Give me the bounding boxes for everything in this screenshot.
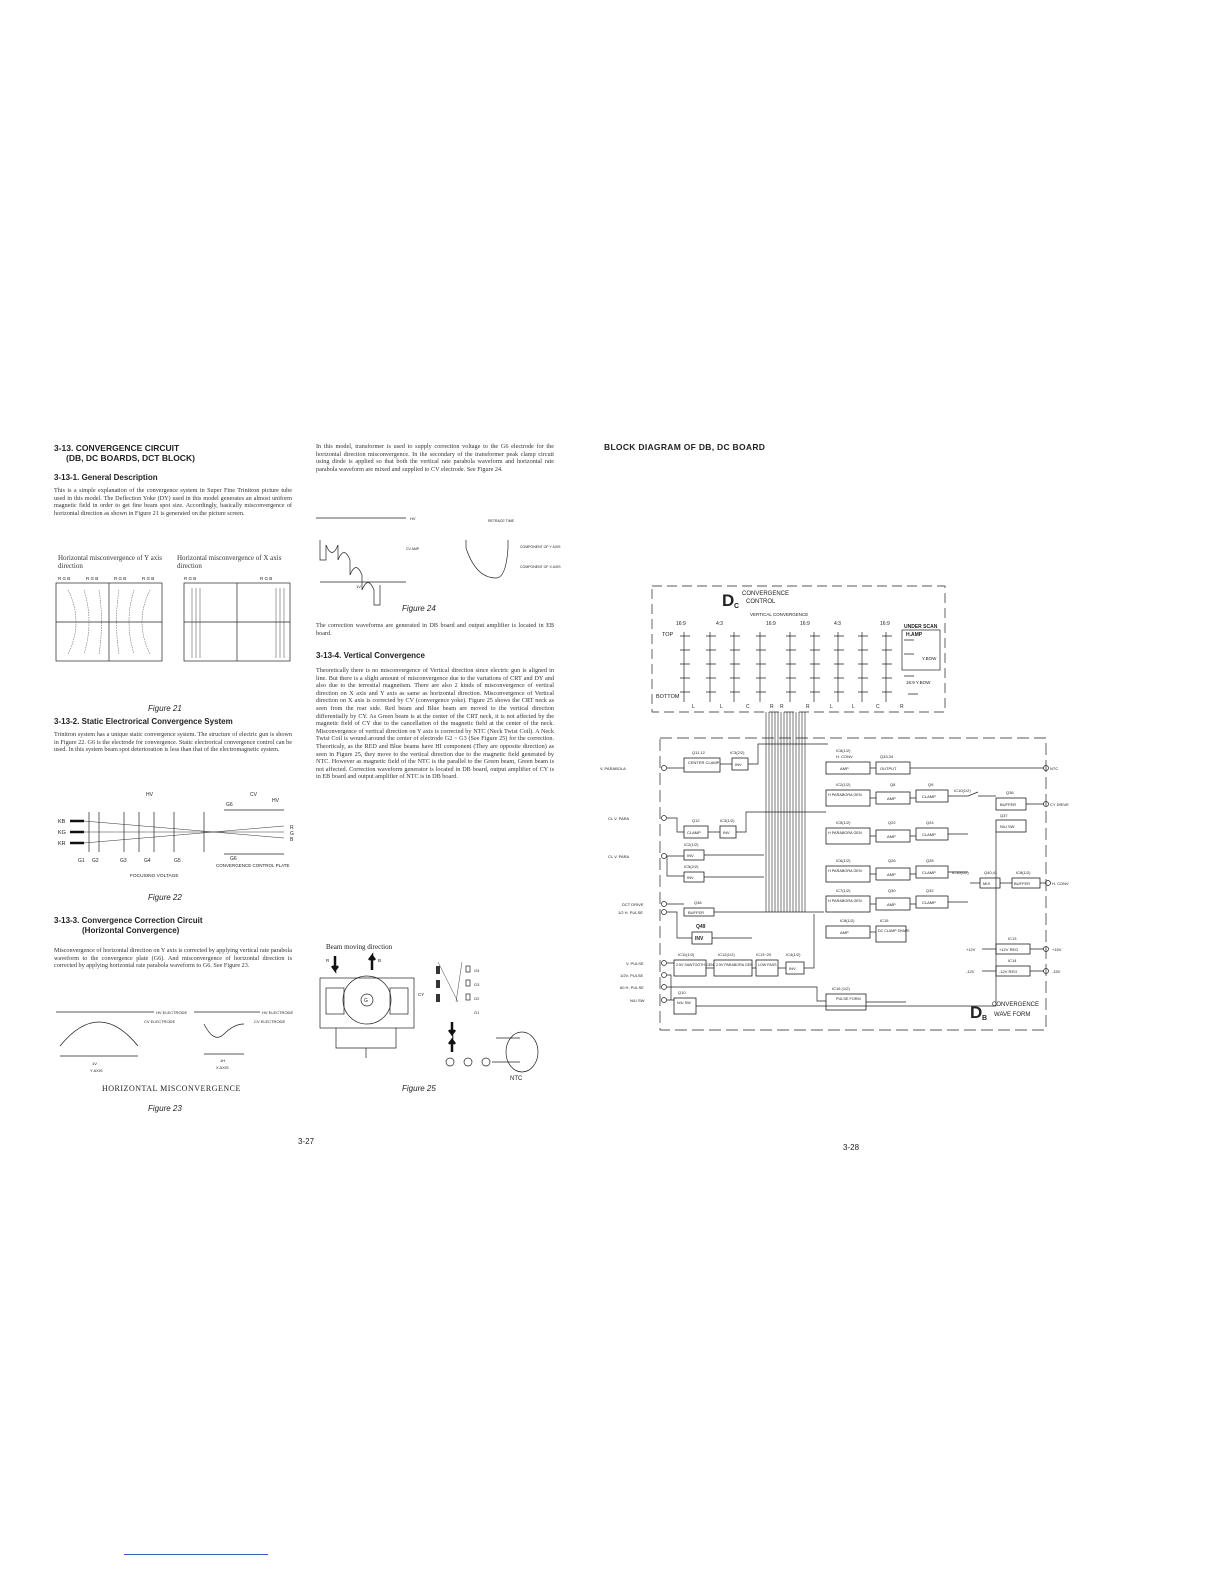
fig23-1v: 1V (92, 1061, 97, 1066)
dc-hamp: H.AMP (906, 632, 923, 638)
blk-ic14-label: IC14 (1008, 958, 1017, 963)
figure-22-electron-gun (54, 790, 304, 882)
figure-24-waveforms (316, 510, 561, 590)
fig22-kg: KG (58, 830, 66, 836)
fig22-g3: G3 (120, 858, 127, 864)
blk-q8-label: Q8 (890, 782, 896, 787)
fig22-g5: G5 (174, 858, 181, 864)
fig22-hv2: HV (272, 798, 279, 804)
blk-ic32-label: IC3(2/2) (730, 750, 745, 755)
section-3-13-3-body: Misconvergence of horizontal direction on Y axis is corrected by applying vertical rate parabola waveform to the convergence plate (G6). And misconvergence of horizontal direction is corrected by applying horizontal rate parabola waveform to G6. See Figure 23. (54, 947, 292, 970)
blk-clamp-2-text: CLAMP (687, 830, 701, 835)
blk-nusw-2-text: N/U SW (677, 1001, 691, 1005)
dc-ratio-5: 4:3 (834, 621, 841, 627)
dc-vert-label: VERTICAL CONVERGENCE (750, 612, 809, 617)
block-diagram-title: BLOCK DIAGRAM OF DB, DC BOARD (604, 442, 766, 452)
blk-amp-6-text: AMP (840, 930, 849, 935)
fig23-cv-electrode: CV ELECTRODE (144, 1019, 176, 1024)
dc-letter-l1: L (692, 704, 695, 710)
section-3-13-2-title: 3-13-2. Static Electrorical Convergence System (54, 717, 233, 726)
blk-ic12-label: IC12(1/2) (718, 952, 735, 957)
fig22-kr: KR (58, 841, 66, 847)
blk-m12v-reg-text: -12V REG (999, 969, 1018, 974)
section-3-13-1-title: 3-13-1. General Description (54, 473, 158, 482)
dc-ratio-4: 16:9 (800, 621, 810, 627)
figure-25-crt-neck (316, 952, 556, 1082)
fig24-comp-y: COMPONENT OF Y AXIS (520, 545, 561, 549)
fig25-r-left: R (326, 958, 330, 963)
fig22-focus-label: FOCUSING VOLTAGE (130, 874, 179, 879)
blk-buffer-1-text: BUFFER (1000, 802, 1016, 807)
out-m15: -15V (1052, 969, 1061, 974)
dc-label1: CONVERGENCE (742, 591, 790, 597)
fig25-g3: G3 (474, 982, 480, 987)
fig24-retrace: RETRACE TIME (488, 519, 514, 523)
dc-ybow2: 16:9 Y.BOW (906, 680, 931, 685)
section-3-13-3-subtitle: (Horizontal Convergence) (82, 926, 180, 935)
blk-ic10-label: IC10(1/2) (954, 788, 971, 793)
figure-21-caption: Figure 21 (148, 704, 182, 713)
blk-amp-1-text: AMP (840, 766, 849, 771)
blk-q28-label: Q28 (926, 858, 934, 863)
blk-hconv-label: H. CONV (836, 754, 853, 759)
fig21-rgb-3: R G B (114, 576, 127, 581)
fig24-cv-amp: CV AMP (406, 547, 420, 551)
blk-q38-label: Q38 (694, 900, 702, 905)
fig24-comp-x: COMPONENT OF X AXIS (520, 565, 561, 569)
blk-sawtooth-text: 2.5V SAWTOOTH GEN (676, 963, 714, 967)
fig22-kb: KB (58, 819, 66, 825)
blk-hpara-2-text: H PARABORA GEN (828, 831, 862, 835)
dc-letter-r1: R (770, 704, 774, 710)
fig22-r: R (290, 825, 294, 831)
fig24-1v: 1V (356, 584, 361, 589)
fig23-y-axis: Y AXIS (90, 1068, 103, 1073)
fig23-cv-electrode-2: CV ELECTRODE (254, 1019, 286, 1024)
blk-ic8b-label: IC8(1/2) (840, 918, 855, 923)
fig22-g1: G1 (78, 858, 85, 864)
in-v-pulse: V. PULSE (626, 961, 644, 966)
fig22-g4: G4 (144, 858, 151, 864)
blk-ic4-label: IC4(1/2) (786, 952, 801, 957)
blk-inv-5-text: INV (695, 936, 704, 942)
blk-amp-5-text: AMP (887, 902, 896, 907)
blk-ic10b-label: IC10(1/2) (952, 870, 969, 875)
in-h-pulse: 1/2 H. PULSE (618, 910, 643, 915)
blk-amp-4-text: AMP (887, 872, 896, 877)
dc-ratio-6: 16:9 (880, 621, 890, 627)
in-cl-v-para-1: CL V. PARA (608, 816, 630, 821)
blk-ic2-label: IC2(1/2) (836, 782, 851, 787)
dc-letter-r4: R (900, 704, 904, 710)
blk-amp-2-text: AMP (887, 796, 896, 801)
blk-hpara-3-text: H PARABORA GEN (828, 869, 862, 873)
dc-ratio-3: 16:9 (766, 621, 776, 627)
in-hh-pulse: 60 H. PULSE (620, 985, 644, 990)
figure-23-title: HORIZONTAL MISCONVERGENCE (102, 1084, 241, 1093)
in-v-parabola: V. PARABOLA (600, 766, 626, 771)
dc-letter-l2: L (720, 704, 723, 710)
blk-ic13r-label: IC13 (1008, 936, 1017, 941)
blk-q10-label: Q10 (678, 990, 686, 995)
dc-letter-l4: L (852, 704, 855, 710)
blk-ic15-label: IC15 (880, 918, 889, 923)
in-dct-drive: DCT DRIVE (622, 902, 644, 907)
out-ntc: NTC (1050, 766, 1059, 771)
dc-label2: CONTROL (746, 599, 776, 605)
dc-letter-r3: R (806, 704, 810, 710)
fig25-g4: G4 (474, 968, 480, 973)
fig25-b-left: B (378, 958, 382, 963)
blk-vpara-text: 2.5V PARABORA GEN (716, 963, 753, 967)
blk-ic6-1-label: IC6(1/2) (836, 858, 851, 863)
dc-ybow: Y.BOW (922, 656, 937, 661)
fig25-g1: G1 (474, 1010, 480, 1015)
fig21-rgb-6: R G B (260, 576, 273, 581)
in-cl-v-para-2: CL V. PARA (608, 854, 630, 859)
blk-q49-label: Q49 (696, 924, 706, 930)
dc-top: TOP (662, 632, 674, 638)
fig22-b: B (290, 837, 294, 843)
blk-q40-label: Q40,41 (984, 870, 998, 875)
blk-buffer-2-text: BUFFER (1014, 881, 1030, 886)
db-label1: CONVERGENCE (992, 1002, 1040, 1008)
out-cy-drive: CY DRIVE (1050, 802, 1069, 807)
section-3-13-subtitle: (DB, DC BOARDS, DCT BLOCK) (66, 453, 195, 463)
fig25-cy: CY (418, 992, 425, 997)
blk-hpara-4-text: H PARABORA GEN (828, 899, 862, 903)
blk-ic5-2-label: IC5(2/2) (684, 864, 699, 869)
blk-clamp-1-text: CLAMP (922, 794, 936, 799)
blk-pulse-form-text: PULSE FORM (836, 997, 861, 1001)
blk-inv-2-text: INV (723, 830, 730, 835)
blk-q22-label: Q22 (888, 820, 896, 825)
fig23-x-axis: X AXIS (216, 1065, 229, 1070)
figure-24-caption: Figure 24 (402, 604, 436, 613)
section-3-13-1-body: This is a simple explanation of the convergence system in Super Fine Trinitron picture tube used in this model. The Deflection Yoke (DY) used in this model generates an almost uniform magnetic field in order to get fine beam spot size. Accordingly, basically misconvergence of horizontal direction as shown in Figure 21 is generated on the picture screen. (54, 487, 292, 517)
blk-q37-label: Q37 (1000, 813, 1008, 818)
section-3-13-4-body: Theoretically there is no misconvergence of Vertical direction since electric gun is aligned in line. But there is a slight amount of misconvergence due to the variations of CRT and DY and also due to the terrestial magnetism. There are also 2 kinds of misconvergence of vertical direction on X axis and Y axis as same as horizontal direction. Misconvergence of Vertical direction on X axis is corrected by CV (convergence yoke). Figure 25 shows the CRT neck as seen from the rear side. Red beam and Blue beam are moved to the vertical direction differentially by CY. As Green beam is at the center of the CRT neck, it is not affected by the magnetic field of CY due to the cancellation of the magnetic field at the center of the neck. Misconvergence of vertical direction on Y axis is corrected by NTC (Neck Twist Coil). A Neck Twist Coil is wound around the center of electrode G2 ~ G3 (See Figure 25) for the correction. Theorticaly, as the RED and Blue beams have HI component (They are opposite direction) as seen in Figure 25, they move to the vertical direction due to the magnetic field generated by NTC. However as magnetic field of the NTC is the parallel to the Green beam, Green beam is not affected. Correction waveform generator is located in DB board, output amplifier of CY is in EB board and output amplifier of NTC is in DB board. (316, 667, 554, 781)
blk-q24-label: Q24 (926, 820, 934, 825)
out-p12: +12V (966, 947, 976, 952)
blk-ic7-label: IC7(1/2) (836, 888, 851, 893)
blk-output-text: OUTPUT (880, 766, 897, 771)
fig21-left-label: Horizontal misconvergence of Y axis direction (58, 554, 162, 570)
fig22-g2: G2 (92, 858, 99, 864)
out-h-conv: H. CONV (1052, 881, 1069, 886)
fig21-rgb-1: R G B (58, 576, 71, 581)
blk-ic8-label: IC8(1/2) (1016, 870, 1031, 875)
dc-letter: D (722, 591, 735, 610)
blk-inv-3-text: INV (687, 853, 694, 858)
blk-nusw-text: N/U SW (1000, 824, 1015, 829)
figure-21-diagram (54, 574, 294, 666)
dc-potentiometer-grid (680, 632, 918, 702)
fig21-rgb-5: R G B (184, 576, 197, 581)
fig25-beam-label: Beam moving direction (326, 943, 393, 951)
blk-amp-3-text: AMP (887, 834, 896, 839)
figure-23-waveforms (54, 1006, 294, 1078)
blk-low-pass-text: LOW PASS (758, 963, 777, 967)
blk-q12-label: Q12 (692, 818, 700, 823)
blk-ic11-label: IC11(1/2) (678, 952, 695, 957)
dc-letter-c2: C (876, 704, 880, 710)
dc-under-scan: UNDER SCAN (904, 624, 938, 630)
section-3-13-4-title: 3-13-4. Vertical Convergence (316, 651, 425, 660)
db-sub: B (982, 1015, 988, 1022)
dc-letter-l3: L (830, 704, 833, 710)
fig22-g6: G6 (226, 802, 233, 808)
blk-q26-label: Q26 (888, 858, 896, 863)
blk-q33-label: Q33,34 (880, 754, 894, 759)
dc-board-frame (652, 586, 945, 712)
blk-center-clamp-text: CENTER CLAMP (688, 760, 720, 765)
fig25-ntc: NTC (510, 1076, 523, 1082)
fig22-plate-label: CONVERGENCE CONTROL PLATE (216, 863, 290, 868)
fig24-hv: HV (410, 516, 416, 521)
fig22-cv: CV (250, 792, 257, 798)
fig25-g2: G2 (474, 996, 480, 1001)
blk-ic6-label: IC6(1/2) (836, 748, 851, 753)
blk-q30-label: Q30 (888, 888, 896, 893)
db-letter: D (970, 1003, 983, 1022)
page-number-right: 3-28 (843, 1143, 860, 1152)
input-connectors (662, 766, 667, 1003)
figure-22-caption: Figure 22 (148, 893, 182, 902)
fig23-hv-electrode-2: HV ELECTRODE (262, 1010, 294, 1015)
blk-inv-4-text: INV (687, 875, 694, 880)
out-m12: -12V (966, 969, 975, 974)
fig23-1h: 1H (220, 1058, 226, 1063)
fig21-rgb-2: R G B (86, 576, 99, 581)
blk-ic5-1-label: IC5(1/2) (836, 820, 851, 825)
in-half-v-pulse: 1/2V. PULSE (620, 973, 644, 978)
fig25-g-center: G (364, 998, 368, 1004)
dc-sub: C (734, 603, 740, 610)
blk-mix-text: MIX (983, 881, 991, 886)
db-label2: WAVE FORM (994, 1012, 1031, 1018)
blk-ic13-label: IC13~20 (756, 952, 772, 957)
blk-ic2b-label: IC2(1/2) (684, 842, 699, 847)
blk-inv-1-text: INV (735, 762, 742, 767)
blk-ic16-label: IC16 (1/2) (832, 986, 850, 991)
fig23-hv-electrode: HV ELECTRODE (156, 1010, 188, 1015)
fig21-rgb-4: R G B (142, 576, 155, 581)
blk-q32-label: Q32 (926, 888, 934, 893)
figure-23-caption: Figure 23 (148, 1104, 182, 1113)
dc-letter-c1: C (746, 704, 750, 710)
blk-clamp-4-text: CLAMP (922, 870, 936, 875)
dc-letter-r2: R (780, 704, 784, 710)
blk-buffer-3-text: BUFFER (688, 910, 704, 915)
blk-q11-label: Q11,12 (692, 750, 705, 755)
dc-bottom: BOTTOM (656, 694, 680, 700)
dc-ratio-2: 4:3 (716, 621, 723, 627)
blk-hpara-1-text: H PARABORA GEN (828, 793, 862, 797)
fig21-right-label: Horizontal misconvergence of X axis direction (177, 554, 282, 570)
fig22-g6b: G6 (230, 856, 237, 862)
blk-ic3-1-label: IC3(1/2) (720, 818, 735, 823)
section-3-13-2-body: Trinitron system has a unique static convergence system. The structure of electric gun is shown in Figure 22. G6 is the electrode for convergence. Static electrorical convergence control can be used. In this system beam spot deterioration is less than that of the electromagnetic system. (54, 731, 292, 754)
blk-q36-label: Q36 (1006, 790, 1014, 795)
figure-25-caption: Figure 25 (402, 1084, 436, 1093)
section-3-13-3-title: 3-13-3. Convergence Correction Circuit (54, 916, 203, 925)
blk-inv-6-text: INV (789, 966, 796, 971)
blk-clamp-3-text: CLAMP (922, 832, 936, 837)
page-number-left: 3-27 (298, 1137, 315, 1146)
in-nu-sw: N/U SW (630, 998, 645, 1003)
fig22-hv1: HV (146, 792, 153, 798)
fig24-note: The correction waveforms are generated in DB board and output amplifier is located in EB board. (316, 622, 554, 637)
blk-q9-label: Q9 (928, 782, 934, 787)
blk-dc-clamp-text: DC CLAMP SHAPE (878, 929, 910, 933)
dc-ratio-1: 16:9 (676, 621, 686, 627)
blk-12v-reg-text: +12V REG (999, 947, 1019, 952)
out-p15: +15V (1052, 947, 1062, 952)
col2-intro: In this model, transformer is used to supply correction voltage to the G6 electrode for the horizontal direction misconvergence. In the secondary of the transformer peak clamp circuit using diode is applied so that both the vertical rate parabola waveform and horizontal rate parabola waveform are mixed and supplied to CV electrode. See Figure 24. (316, 443, 554, 473)
block-diagram-db-dc (600, 580, 1070, 1040)
bottom-rule (124, 1554, 268, 1555)
blk-clamp-5-text: CLAMP (922, 900, 936, 905)
fig22-g: G (290, 831, 294, 837)
section-3-13-title: 3-13. CONVERGENCE CIRCUIT (54, 443, 180, 453)
